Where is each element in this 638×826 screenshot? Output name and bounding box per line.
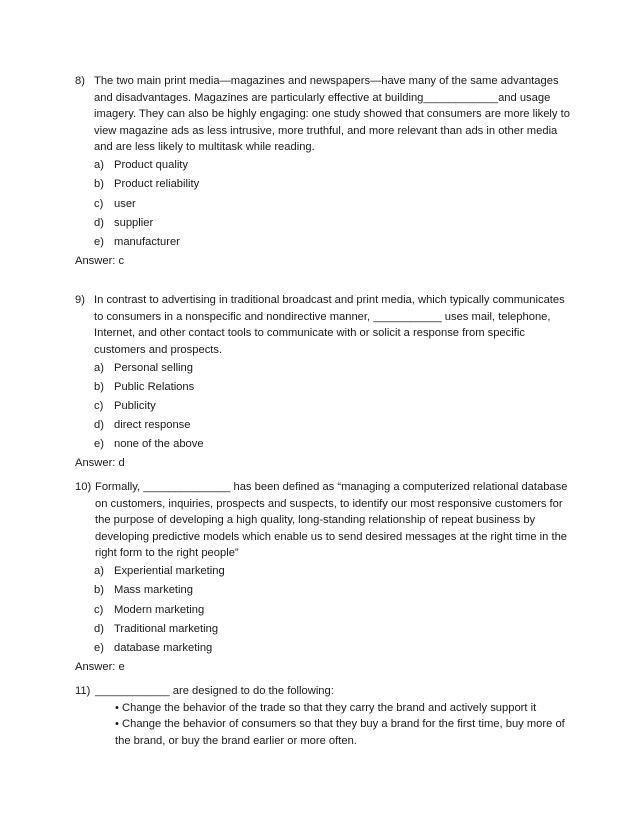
question-number: 11) — [75, 685, 91, 697]
question-text: Formally, ______________ has been defined as “managing a computerized relational database on customers, inquiries, prospects and suspects, to identify our most responsive customers for the purpose of developing a high quality, long-standing relationship of repeat business by developing predictive models which enable us to send desired messages at the right time in the right form to the right people” — [95, 481, 568, 560]
choice-label: manufacturer — [114, 236, 180, 249]
choice-a — [94, 156, 575, 175]
choice-b — [94, 175, 575, 194]
answer-line: Answer: c — [75, 254, 125, 267]
choice-label: Publicity — [114, 400, 156, 413]
choice-letter: c) — [94, 400, 104, 413]
choice-b — [94, 581, 575, 600]
choice-letter: d) — [94, 622, 104, 635]
choice-label: direct response — [114, 419, 191, 432]
choice-b — [94, 378, 575, 397]
choice-letter: c) — [94, 197, 104, 210]
choice-d — [94, 620, 575, 639]
choice-e — [94, 435, 575, 454]
choice-label: Personal selling — [114, 361, 193, 374]
choice-c — [94, 600, 575, 619]
choice-letter: b) — [94, 178, 104, 191]
choice-label: Product quality — [114, 159, 189, 172]
choice-label: Modern marketing — [114, 603, 205, 616]
choice-label: Experiential marketing — [114, 565, 225, 578]
choice-label: Traditional marketing — [114, 622, 219, 635]
choice-letter: e) — [94, 236, 104, 249]
choice-c — [94, 397, 575, 416]
answer-choices — [94, 156, 575, 252]
choice-e — [94, 639, 575, 658]
answer-choices — [94, 358, 575, 454]
choice-letter: a) — [94, 565, 104, 578]
choice-label: supplier — [114, 216, 154, 229]
question-stem — [75, 292, 575, 358]
choice-letter: b) — [94, 380, 104, 393]
answer-line: Answer: d — [75, 457, 125, 470]
question-number: 9) — [75, 294, 85, 306]
choice-letter: c) — [94, 603, 104, 616]
choice-e — [94, 233, 575, 252]
question-11 — [75, 683, 575, 749]
choice-c — [94, 194, 575, 213]
choice-letter: e) — [94, 642, 104, 655]
choice-label: none of the above — [114, 438, 204, 451]
question-9 — [75, 292, 575, 472]
answer-choices — [94, 562, 575, 658]
choice-d — [94, 416, 575, 435]
question-10 — [75, 479, 575, 676]
bullet-item: • Change the behavior of consumers so that they buy a brand for the first time, buy more of the brand, or buy the brand earlier or more often. — [115, 718, 565, 747]
choice-a — [94, 358, 575, 377]
question-number: 8) — [75, 75, 85, 87]
choice-label: Mass marketing — [114, 584, 193, 597]
bullet-item: • Change the behavior of the trade so that they carry the brand and actively support it — [115, 701, 537, 714]
choice-letter: d) — [94, 419, 104, 432]
choice-letter: d) — [94, 216, 104, 229]
choice-letter: a) — [94, 361, 104, 374]
choice-label: Public Relations — [114, 380, 195, 393]
question-8 — [75, 73, 575, 270]
question-stem — [75, 73, 575, 156]
choice-d — [94, 214, 575, 233]
choice-letter: e) — [94, 438, 104, 451]
answer-line: Answer: e — [75, 660, 125, 673]
question-text: In contrast to advertising in traditional broadcast and print media, which typically communicates to consumers in a nonspecific and nondirective manner, ___________ uses mail, telephone, Internet, and other contact tools to communicate with or solicit a response from specific customers and prospects. — [94, 294, 565, 356]
choice-a — [94, 562, 575, 581]
choice-letter: a) — [94, 159, 104, 172]
question-text: The two main print media—magazines and newspapers—have many of the same advantages and disadvantages. Magazines are particularly effective at building____________and usage imagery. They can also be highly engaging: one study showed that consumers are more likely to view magazine ads as less intrusive, more truthful, and more relevant than ads in other media and are less likely to multitask while reading. — [94, 75, 570, 154]
choice-label: user — [114, 197, 136, 210]
question-stem — [75, 479, 575, 562]
choice-label: database marketing — [114, 642, 213, 655]
question-stem — [75, 683, 575, 700]
choice-label: Product reliability — [114, 178, 200, 191]
question-number: 10) — [75, 481, 92, 493]
question-text: ____________ are designed to do the following: — [95, 685, 334, 697]
choice-letter: b) — [94, 584, 104, 597]
